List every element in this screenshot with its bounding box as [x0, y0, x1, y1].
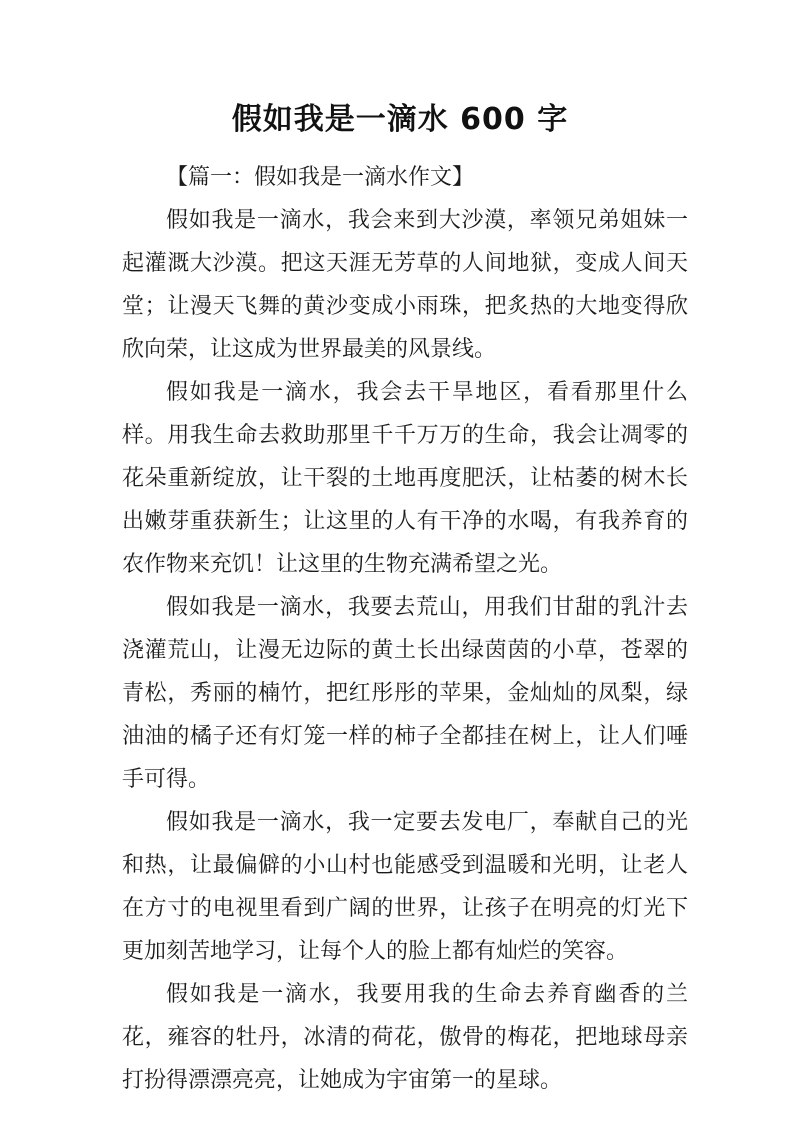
- paragraph-4: 假如我是一滴水，我一定要去发电厂，奉献自己的光和热，让最偏僻的小山村也能感受到温暖和光明，让老人在方寸的电视里看到广阔的世界，让孩子在明亮的灯光下更加刻苦地学习，让每个人的脸上都有灿烂的笑容。: [122, 810, 688, 964]
- paragraph-5: 假如我是一滴水，我要用我的生命去养育幽香的兰花，雍容的牡丹，冰清的荷花，傲骨的梅花，把地球母亲打扮得漂漂亮亮，让她成为宇宙第一的星球。: [122, 982, 688, 1093]
- section-heading: 【篇一：假如我是一滴水作文】: [166, 165, 475, 190]
- paragraph-3: 假如我是一滴水，我要去荒山，用我们甘甜的乳汁去浇灌荒山，让漫无边际的黄土长出绿茵茵的小草，苍翠的青松，秀丽的楠竹，把红彤彤的苹果，金灿灿的凤梨，绿油油的橘子还有灯笼一样的柿子全都挂在树上，让人们唾手可得。: [122, 595, 688, 792]
- paragraph-1: 假如我是一滴水，我会来到大沙漠，率领兄弟姐妹一起灌溉大沙漠。把这天涯无芳草的人间地狱，变成人间天堂；让漫天飞舞的黄沙变成小雨珠，把炙热的大地变得欣欣向荣，让这成为世界最美的风景线。: [122, 208, 688, 362]
- paragraph-2: 假如我是一滴水，我会去干旱地区，看看那里什么样。用我生命去救助那里千千万万的生命，我会让凋零的花朵重新绽放，让干裂的土地再度肥沃，让枯萎的树木长出嫩芽重获新生；让这里的人有干净的水喝，有我养育的农作物来充饥！让这里的生物充满希望之光。: [122, 380, 688, 577]
- document-title: 假如我是一滴水 600 字: [231, 102, 569, 137]
- document-body: [122, 156, 688, 1102]
